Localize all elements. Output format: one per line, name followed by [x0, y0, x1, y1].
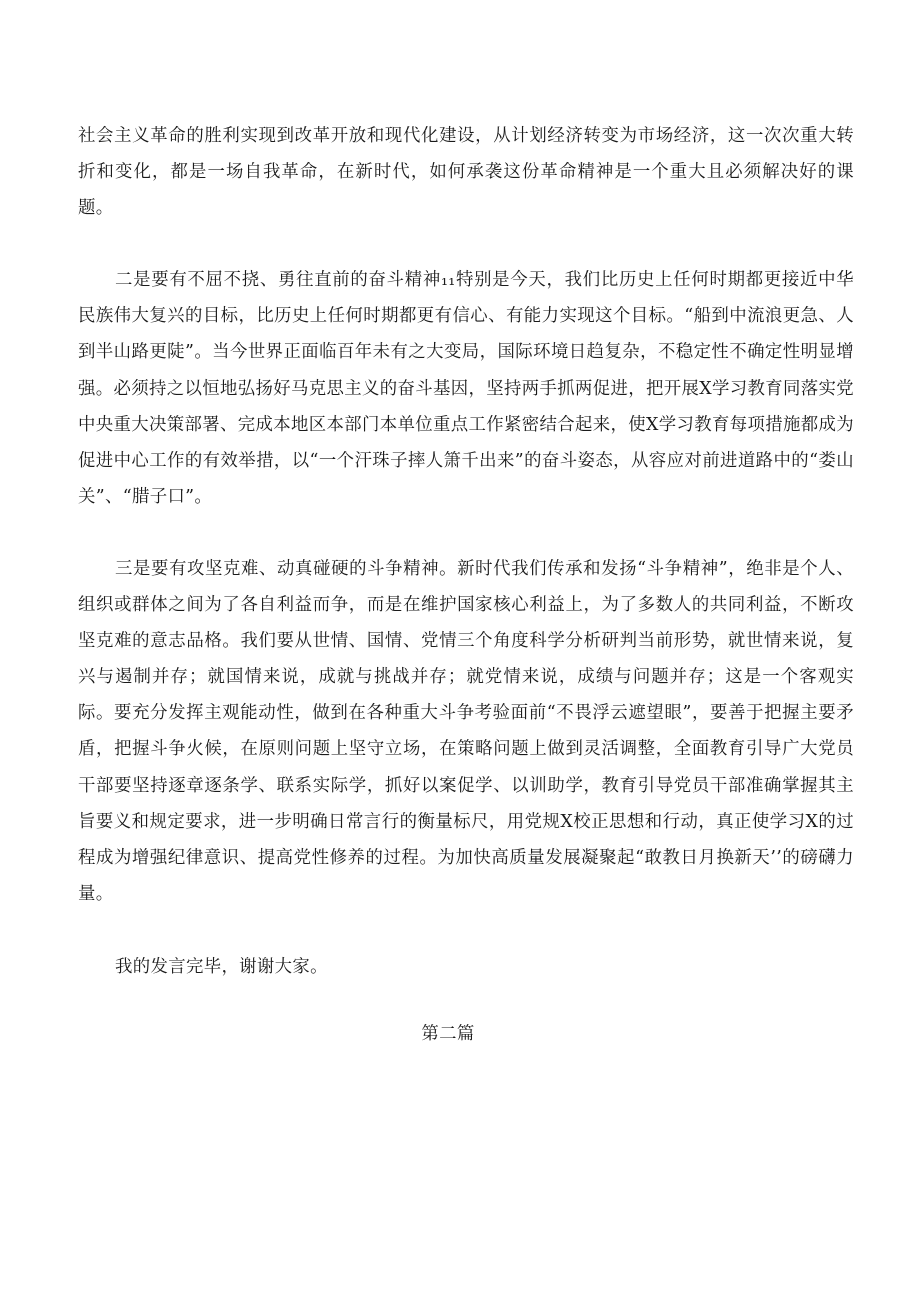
paragraph-fighting-spirit: 三是要有攻坚克难、动真碰硬的斗争精神。新时代我们传承和发扬“斗争精神”，绝非是个人、组织或群体之间为了各自利益而争，而是在维护国家核心利益上，为了多数人的共同利益，不断攻坚克难的意志品格。我们要从世情、国情、党情三个角度科学分析研判当前形势，就世情来说，复兴与遏制并存；就国情来说，成就与挑战并存；就党情来说，成绩与问题并存；这是一个客观实际。要充分发挥主观能动性，做到在各种重大斗争考验面前“不畏浮云遮望眼”，要善于把握主要矛盾，把握斗争火候，在原则问题上坚守立场，在策略问题上做到灵活调整，全面教育引导广大党员干部要坚持逐章逐条学、联系实际学，抓好以案促学、以训助学，教育引导党员干部准确掌握其主旨要义和规定要求，进一步明确日常言行的衡量标尺，用党规X校正思想和行动，真正使学习X的过程成为增强纪律意识、提高党性修养的过程。为加快高质量发展凝聚起“敢教日月换新天’’的磅礴力量。 [78, 558, 854, 904]
paragraph-revolution-spirit: 社会主义革命的胜利实现到改革开放和现代化建设，从计划经济转变为市场经济，这一次次重大转折和变化，都是一场自我革命，在新时代，如何承袭这份革命精神是一个重大且必须解决好的课题。 [78, 126, 854, 219]
section-heading-part-two: 第二篇 [421, 1023, 475, 1044]
paragraph-struggle-spirit: 二是要有不屈不挠、勇往直前的奋斗精神₁₁特别是今天，我们比历史上任何时期都更接近中华民族伟大复兴的目标，比历史上任何时期都更有信心、有能力实现这个目标。“船到中流浪更急、人到半山路更陡”。当今世界正面临百年未有之大变局，国际环境日趋复杂，不稳定性不确定性明显增强。必须持之以恒地弘扬好马克思主义的奋斗基因，坚持两手抓两促进，把开展X学习教育同落实党中央重大决策部署、完成本地区本部门本单位重点工作紧密结合起来，使X学习教育每项措施都成为促进中心工作的有效举措，以“一个汗珠子摔人箫千出来”的奋斗姿态，从容应对前进道路中的“娄山关”、“腊子口”。 [78, 270, 854, 507]
document-body [78, 118, 854, 1052]
paragraph-closing-remark: 我的发言完毕，谢谢大家。 [115, 956, 328, 977]
